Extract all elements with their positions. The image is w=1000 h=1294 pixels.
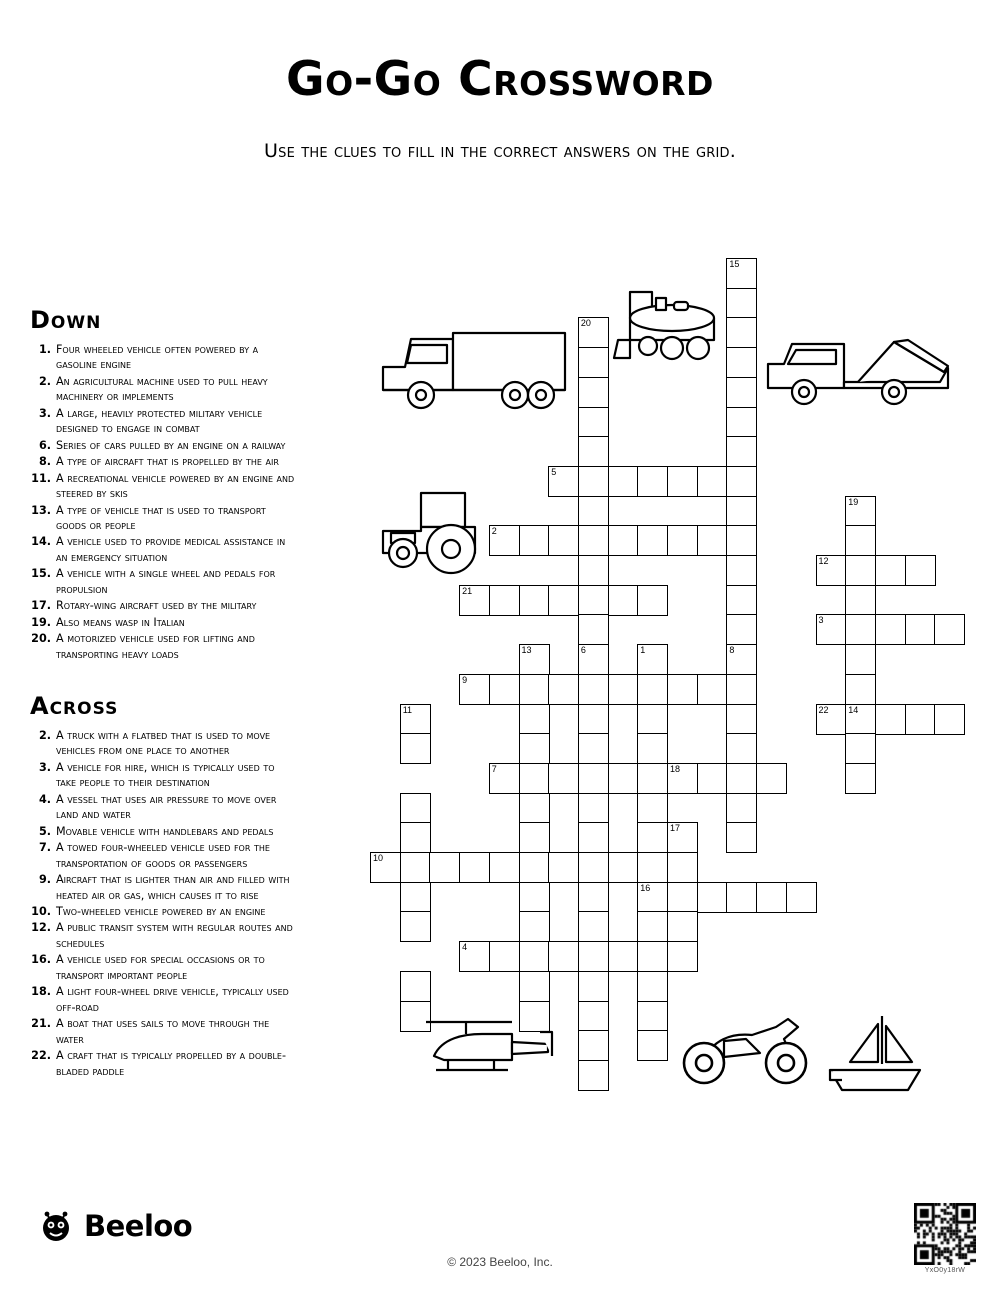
clue-item [30, 438, 295, 453]
grid-cell[interactable] [845, 555, 876, 586]
clue-number: 18. [31, 985, 51, 999]
grid-cell-number: 1 [640, 645, 646, 656]
grid-cell[interactable] [370, 852, 401, 883]
clue-number: 4. [38, 792, 51, 806]
grid-cell[interactable] [726, 525, 757, 556]
grid-cell[interactable] [519, 525, 550, 556]
clue-text: A type of aircraft that is propelled by the air [56, 455, 279, 469]
grid-cell[interactable] [489, 941, 520, 972]
grid-cell[interactable] [519, 822, 550, 853]
grid-cell[interactable] [400, 971, 431, 1002]
clue-number: 14. [31, 535, 51, 549]
grid-cell[interactable] [578, 585, 609, 616]
clue-item [30, 615, 295, 630]
qr-code-block [914, 1203, 976, 1274]
grid-cell[interactable] [578, 911, 609, 942]
grid-cell[interactable] [637, 971, 668, 1002]
clue-text: A craft that is typically propelled by a double-bladed paddle [56, 1049, 287, 1078]
clue-text: An agricultural machine used to pull heavy machinery or implements [56, 374, 268, 404]
grid-cell[interactable] [578, 822, 609, 853]
grid-cell[interactable] [519, 585, 550, 616]
grid-cell[interactable] [489, 852, 520, 883]
grid-cell-number: 11 [402, 704, 413, 715]
grid-cell[interactable] [637, 822, 668, 853]
clue-number: 21. [31, 1017, 51, 1031]
down-clue-list [30, 342, 295, 662]
grid-cell[interactable] [726, 555, 757, 586]
grid-cell[interactable] [845, 704, 876, 735]
grid-cell[interactable] [608, 525, 639, 556]
grid-cell[interactable] [726, 763, 757, 794]
grid-cell[interactable] [637, 525, 668, 556]
grid-cell-number: 13 [521, 645, 532, 656]
grid-cell[interactable] [548, 525, 579, 556]
grid-cell[interactable] [934, 614, 965, 645]
clue-item [30, 566, 295, 597]
grid-cell[interactable] [548, 852, 579, 883]
grid-cell[interactable] [816, 614, 847, 645]
clue-item [30, 872, 295, 903]
clue-number: 12. [31, 921, 51, 935]
grid-cell[interactable] [459, 852, 490, 883]
copyright-text: © 2023 Beeloo, Inc. [447, 1255, 553, 1269]
clue-item [30, 904, 295, 919]
clue-number: 13. [31, 503, 51, 517]
grid-cell[interactable] [637, 941, 668, 972]
grid-cell-number: 8 [729, 645, 735, 656]
grid-cell[interactable] [637, 704, 668, 735]
grid-cell[interactable] [845, 644, 876, 675]
grid-cell[interactable] [726, 644, 757, 675]
grid-cell-number: 22 [818, 704, 829, 715]
grid-cell[interactable] [637, 793, 668, 824]
clue-text: Series of cars pulled by an engine on a railway [56, 438, 286, 452]
clue-item [30, 984, 295, 1015]
grid-cell-number: 18 [670, 763, 681, 774]
grid-cell[interactable] [489, 585, 520, 616]
grid-cell[interactable] [400, 793, 431, 824]
grid-cell[interactable] [726, 585, 757, 616]
grid-cell[interactable] [726, 733, 757, 764]
grid-cell[interactable] [786, 882, 817, 913]
clue-item [30, 342, 295, 373]
grid-cell-number: 12 [818, 556, 829, 566]
grid-cell[interactable] [608, 585, 639, 616]
grid-cell[interactable] [756, 882, 787, 913]
grid-cell[interactable] [400, 911, 431, 942]
grid-cell-number: 7 [491, 763, 497, 774]
clue-number: 9. [38, 873, 51, 887]
grid-cell[interactable] [578, 733, 609, 764]
down-clues-section [30, 306, 295, 663]
clue-number: 6. [38, 438, 51, 452]
grid-cell[interactable] [756, 763, 787, 794]
grid-cell[interactable] [519, 733, 550, 764]
grid-cell[interactable] [578, 882, 609, 913]
grid-cell[interactable] [667, 941, 698, 972]
grid-cell[interactable] [667, 763, 698, 794]
clue-item [30, 503, 295, 534]
grid-cell[interactable] [578, 941, 609, 972]
grid-cell[interactable] [667, 466, 698, 497]
clue-number: 19. [31, 615, 51, 629]
grid-cell[interactable] [578, 555, 609, 586]
grid-cell[interactable] [845, 496, 876, 527]
grid-cell-number: 14 [848, 704, 859, 715]
clue-text: A truck with a flatbed that is used to move vehicles from one place to another [56, 729, 271, 758]
qr-code-image [914, 1203, 976, 1265]
grid-cell[interactable] [519, 941, 550, 972]
grid-cell[interactable] [637, 466, 668, 497]
grid-cell[interactable] [667, 674, 698, 705]
clue-item [30, 952, 295, 983]
grid-cell[interactable] [667, 852, 698, 883]
grid-cell[interactable] [578, 971, 609, 1002]
grid-cell[interactable] [578, 852, 609, 883]
tow-truck-illustration [762, 320, 962, 410]
clue-number: 22. [31, 1049, 51, 1063]
grid-cell[interactable] [519, 882, 550, 913]
grid-cell[interactable] [845, 614, 876, 645]
grid-cell[interactable] [578, 466, 609, 497]
clue-text: A public transit system with regular routes and schedules [56, 921, 293, 950]
grid-cell-number: 15 [729, 259, 740, 269]
grid-cell[interactable] [637, 585, 668, 616]
grid-cell[interactable] [608, 466, 639, 497]
grid-cell[interactable] [726, 882, 757, 913]
grid-cell[interactable] [400, 882, 431, 913]
grid-cell[interactable] [578, 347, 609, 378]
grid-cell[interactable] [637, 1030, 668, 1061]
clue-number: 11. [31, 471, 51, 485]
grid-cell[interactable] [726, 407, 757, 438]
sailboat-illustration [820, 1010, 930, 1100]
grid-cell[interactable] [697, 763, 728, 794]
bee-logo-icon [38, 1208, 74, 1244]
grid-cell[interactable] [667, 911, 698, 942]
grid-cell[interactable] [578, 1060, 609, 1091]
tractor-illustration [375, 483, 495, 578]
grid-cell[interactable] [726, 466, 757, 497]
clue-text: A motorized vehicle used for lifting and transporting heavy loads [56, 632, 255, 661]
grid-cell[interactable] [608, 941, 639, 972]
grid-cell[interactable] [934, 704, 965, 735]
clue-item [30, 1048, 295, 1079]
grid-cell[interactable] [519, 644, 550, 675]
grid-cell[interactable] [637, 882, 668, 913]
grid-cell[interactable] [548, 466, 579, 497]
clue-number: 15. [31, 567, 51, 581]
clue-text: Movable vehicle with handlebars and pedals [56, 824, 274, 838]
clue-number: 16. [31, 953, 51, 967]
grid-cell[interactable] [578, 793, 609, 824]
grid-cell[interactable] [578, 1030, 609, 1061]
clue-text: Rotary-wing aircraft used by the military [56, 599, 257, 613]
clue-item [30, 792, 295, 823]
grid-cell[interactable] [875, 614, 906, 645]
grid-cell[interactable] [845, 733, 876, 764]
footer-logo [38, 1208, 192, 1244]
clue-item [30, 760, 295, 791]
grid-cell[interactable] [667, 882, 698, 913]
across-clues-section [30, 692, 295, 1080]
clue-text: Also means wasp in Italian [56, 615, 185, 629]
grid-cell[interactable] [519, 704, 550, 735]
grid-cell[interactable] [608, 763, 639, 794]
across-clue-list [30, 728, 295, 1079]
helicopter-illustration [420, 1012, 560, 1082]
grid-cell[interactable] [726, 496, 757, 527]
semi-truck-illustration [375, 315, 575, 415]
grid-cell[interactable] [429, 852, 460, 883]
grid-cell-number: 3 [818, 615, 824, 626]
clue-text: A vessel that uses air pressure to move over land and water [56, 792, 277, 822]
clue-number: 1. [38, 343, 51, 356]
grid-cell[interactable] [548, 941, 579, 972]
clue-text: A vehicle used for special occasions or to transport important people [56, 953, 265, 982]
grid-cell[interactable] [519, 674, 550, 705]
grid-cell[interactable] [578, 674, 609, 705]
grid-cell[interactable] [667, 822, 698, 853]
clue-text: A light four-wheel drive vehicle, typically used off-road [56, 985, 289, 1014]
page-subtitle: Use the clues to fill in the correct answers on the grid. [264, 140, 736, 162]
grid-cell[interactable] [697, 882, 728, 913]
clue-item [30, 406, 295, 437]
clue-number: 3. [38, 406, 51, 420]
grid-cell[interactable] [400, 852, 431, 883]
grid-cell[interactable] [578, 407, 609, 438]
clue-text: A large, heavily protected military vehicle designed to engage in combat [56, 406, 263, 436]
grid-cell[interactable] [726, 793, 757, 824]
grid-cell[interactable] [578, 704, 609, 735]
grid-cell[interactable] [845, 674, 876, 705]
grid-cell[interactable] [905, 614, 936, 645]
clue-item [30, 728, 295, 759]
grid-cell[interactable] [845, 763, 876, 794]
grid-cell[interactable] [905, 555, 936, 586]
grid-cell[interactable] [697, 525, 728, 556]
clue-number: 2. [38, 374, 51, 388]
grid-cell-number: 17 [670, 823, 681, 834]
grid-cell[interactable] [519, 971, 550, 1002]
clue-number: 7. [38, 841, 51, 855]
grid-cell[interactable] [578, 525, 609, 556]
grid-cell[interactable] [726, 614, 757, 645]
grid-cell[interactable] [637, 911, 668, 942]
grid-cell[interactable] [578, 377, 609, 408]
grid-cell[interactable] [875, 704, 906, 735]
clue-text: Two-wheeled vehicle powered by an engine [56, 904, 266, 918]
clue-text: A towed four-wheeled vehicle used for the transportation of goods or passengers [56, 841, 270, 870]
grid-cell-number: 4 [462, 942, 468, 953]
grid-cell[interactable] [667, 525, 698, 556]
grid-cell[interactable] [816, 555, 847, 586]
grid-cell[interactable] [548, 763, 579, 794]
clue-text: A boat that uses sails to move through the water [56, 1017, 270, 1046]
clue-item [30, 824, 295, 839]
grid-cell[interactable] [637, 674, 668, 705]
clue-text: A vehicle for hire, which is typically used to take people to their destination [56, 760, 275, 790]
grid-cell-number: 2 [491, 526, 497, 537]
grid-cell-number: 5 [551, 466, 557, 477]
grid-cell[interactable] [845, 585, 876, 616]
grid-cell[interactable] [875, 555, 906, 586]
grid-cell[interactable] [519, 763, 550, 794]
grid-cell[interactable] [608, 852, 639, 883]
steam-train-illustration [612, 278, 732, 368]
grid-cell-number: 6 [580, 645, 586, 656]
clue-number: 10. [31, 904, 51, 918]
grid-cell-number: 21 [462, 585, 473, 596]
down-heading: Down [30, 306, 102, 334]
clue-item [30, 631, 295, 662]
clue-number: 2. [38, 729, 51, 742]
grid-cell-number: 19 [848, 496, 859, 507]
clue-number: 17. [31, 599, 51, 613]
grid-cell[interactable] [637, 763, 668, 794]
grid-cell[interactable] [637, 733, 668, 764]
grid-cell[interactable] [578, 436, 609, 467]
grid-cell[interactable] [548, 585, 579, 616]
clue-item [30, 920, 295, 951]
clue-text: Four wheeled vehicle often powered by a gasoline engine [56, 343, 259, 372]
grid-cell[interactable] [459, 674, 490, 705]
grid-cell[interactable] [637, 644, 668, 675]
qr-caption: YxO0y18rW [924, 1267, 966, 1274]
grid-cell[interactable] [697, 466, 728, 497]
grid-cell[interactable] [519, 852, 550, 883]
clue-item [30, 471, 295, 502]
motorcycle-illustration [672, 1005, 822, 1090]
grid-cell[interactable] [459, 941, 490, 972]
grid-cell[interactable] [726, 704, 757, 735]
grid-cell[interactable] [548, 674, 579, 705]
brand-name: Beeloo [84, 1209, 193, 1243]
page-title: Go-Go Crossword [286, 52, 714, 107]
grid-cell[interactable] [845, 525, 876, 556]
grid-cell[interactable] [400, 704, 431, 735]
clue-item [30, 1016, 295, 1047]
grid-cell[interactable] [400, 733, 431, 764]
clue-item [30, 840, 295, 871]
grid-cell-number: 10 [373, 853, 384, 863]
grid-cell[interactable] [519, 793, 550, 824]
grid-cell[interactable] [608, 674, 639, 705]
grid-cell[interactable] [578, 496, 609, 527]
grid-cell[interactable] [637, 852, 668, 883]
grid-cell-number: 20 [580, 318, 591, 329]
clue-text: A vehicle with a single wheel and pedals for propulsion [56, 567, 276, 596]
grid-cell[interactable] [578, 763, 609, 794]
grid-cell[interactable] [489, 763, 520, 794]
grid-cell[interactable] [697, 674, 728, 705]
grid-cell[interactable] [400, 822, 431, 853]
clue-item [30, 374, 295, 405]
clue-item [30, 534, 295, 565]
grid-cell[interactable] [726, 436, 757, 467]
grid-cell[interactable] [905, 704, 936, 735]
grid-cell[interactable] [578, 1001, 609, 1032]
grid-cell[interactable] [519, 911, 550, 942]
grid-cell[interactable] [726, 377, 757, 408]
clue-text: A vehicle used to provide medical assistance in an emergency situation [56, 535, 286, 564]
clue-number: 5. [38, 824, 51, 838]
grid-cell[interactable] [489, 674, 520, 705]
grid-cell[interactable] [578, 644, 609, 675]
clue-item [30, 454, 295, 469]
grid-cell[interactable] [578, 317, 609, 348]
grid-cell[interactable] [578, 614, 609, 645]
clue-number: 3. [38, 760, 51, 774]
clue-number: 8. [38, 455, 51, 469]
grid-cell-number: 9 [462, 674, 468, 685]
across-heading: Across [30, 692, 119, 720]
grid-cell[interactable] [459, 585, 490, 616]
clue-text: A recreational vehicle powered by an engine and steered by skis [56, 471, 295, 501]
clue-text: A type of vehicle that is used to transport goods or people [56, 503, 266, 532]
grid-cell[interactable] [726, 674, 757, 705]
clue-text: Aircraft that is lighter than air and filled with heated air or gas, which causes it to rise [56, 873, 290, 902]
grid-cell[interactable] [726, 822, 757, 853]
grid-cell[interactable] [637, 1001, 668, 1032]
grid-cell-number: 16 [640, 882, 651, 893]
clue-number: 20. [31, 632, 51, 646]
clue-item [30, 598, 295, 613]
grid-cell[interactable] [816, 704, 847, 735]
